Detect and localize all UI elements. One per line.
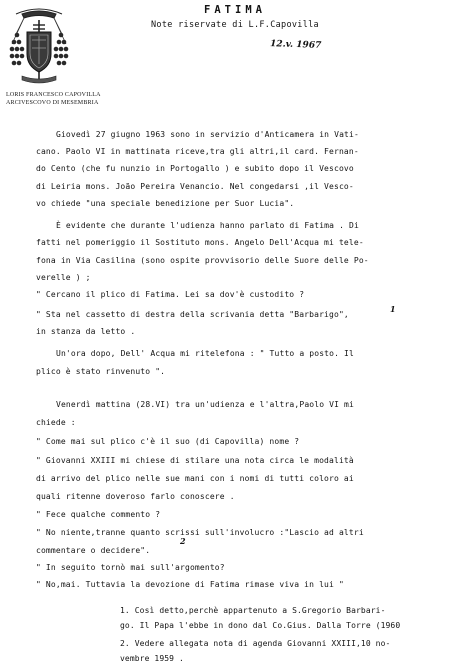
footnote-line: vembre 1959 . (120, 654, 184, 663)
body-line: " No,mai. Tuttavia la devozione di Fatima rimase viva in lui " (36, 580, 344, 589)
body-line: " In seguito tornò mai sull'argomento? (36, 563, 225, 572)
body-line: " Cercano il plico di Fatima. Lei sa dov'è custodito ? (36, 290, 305, 299)
coat-of-arms-icon (8, 4, 70, 86)
body-line: " Sta nel cassetto di destra della scrivania detta "Barbarigo", (36, 310, 349, 319)
body-line: Venerdì mattina (28.VI) tra un'udienza e l'altra,Paolo VI mi (56, 400, 354, 409)
body-line: È evidente che durante l'udienza hanno parlato di Fatima . Di (56, 221, 359, 230)
body-line: commentare o decidere". (36, 546, 151, 555)
body-line: Un'ora dopo, Dell' Acqua mi ritelefona : " Tutto a posto. Il (56, 349, 354, 358)
footnote-line: 2. Vedere allegata nota di agenda Giovanni XXIII,10 no- (120, 639, 391, 648)
body-line: quali ritenne doveroso farlo conoscere . (36, 492, 235, 501)
body-line: do Cento (che fu nunzio in Portogallo ) e subito dopo il Vescovo (36, 164, 354, 173)
body-line: fatti nel pomeriggio il Sostituto mons. Angelo Dell'Acqua mi tele- (36, 238, 364, 247)
body-line: " No niente,tranne quanto scrissi sull'involucro :"Lascio ad altri (36, 528, 364, 537)
body-line: " Fece qualche commento ? (36, 510, 161, 519)
author-block (6, 91, 101, 107)
author-name: LORIS FRANCESCO CAPOVILLA (6, 92, 101, 98)
body-line: fona in Via Casilina (sono ospite provvisorio delle Suore delle Po- (36, 256, 369, 265)
footnote-line: go. Il Papa l'ebbe in dono dal Co.Gius. Dalla Torre (1960 (120, 621, 401, 630)
body-line: in stanza da letto . (36, 327, 136, 336)
footnote-line: 1. Così detto,perchè appartenuto a S.Gregorio Barbari- (120, 606, 386, 615)
body-line: verelle ) ; (36, 273, 91, 282)
handwritten-date: 12.v. 1967 (269, 39, 322, 51)
body-line: vo chiede "una speciale benedizione per Suor Lucia". (36, 199, 295, 208)
body-line: di arrivo del plico nelle sue mani con i nomi di tutti coloro ai (36, 474, 354, 483)
body-line: cano. Paolo VI in mattinata riceve,tra gli altri,il card. Fernan- (36, 147, 359, 156)
note-marker: 2 (180, 536, 186, 546)
author-title: ARCIVESCOVO DI MESEMBRIA (6, 100, 99, 106)
body-line: " Giovanni XXIII mi chiese di stilare una nota circa le modalità (36, 456, 354, 465)
body-line: " Come mai sul plico c'è il suo (di Capovilla) nome ? (36, 437, 300, 446)
body-line: Giovedì 27 giugno 1963 sono in servizio d'Anticamera in Vati- (56, 130, 359, 139)
body-line: chiede : (36, 418, 76, 427)
body-line: di Leiria mons. João Pereira Venancio. Nel congedarsi ,il Vesco- (36, 182, 354, 191)
document-title: FATIMA (204, 4, 266, 16)
body-line: plico è stato rinvenuto ". (36, 367, 166, 376)
note-marker: 1 (390, 304, 396, 314)
document-subtitle: Note riservate di L.F.Capovilla (151, 20, 319, 30)
